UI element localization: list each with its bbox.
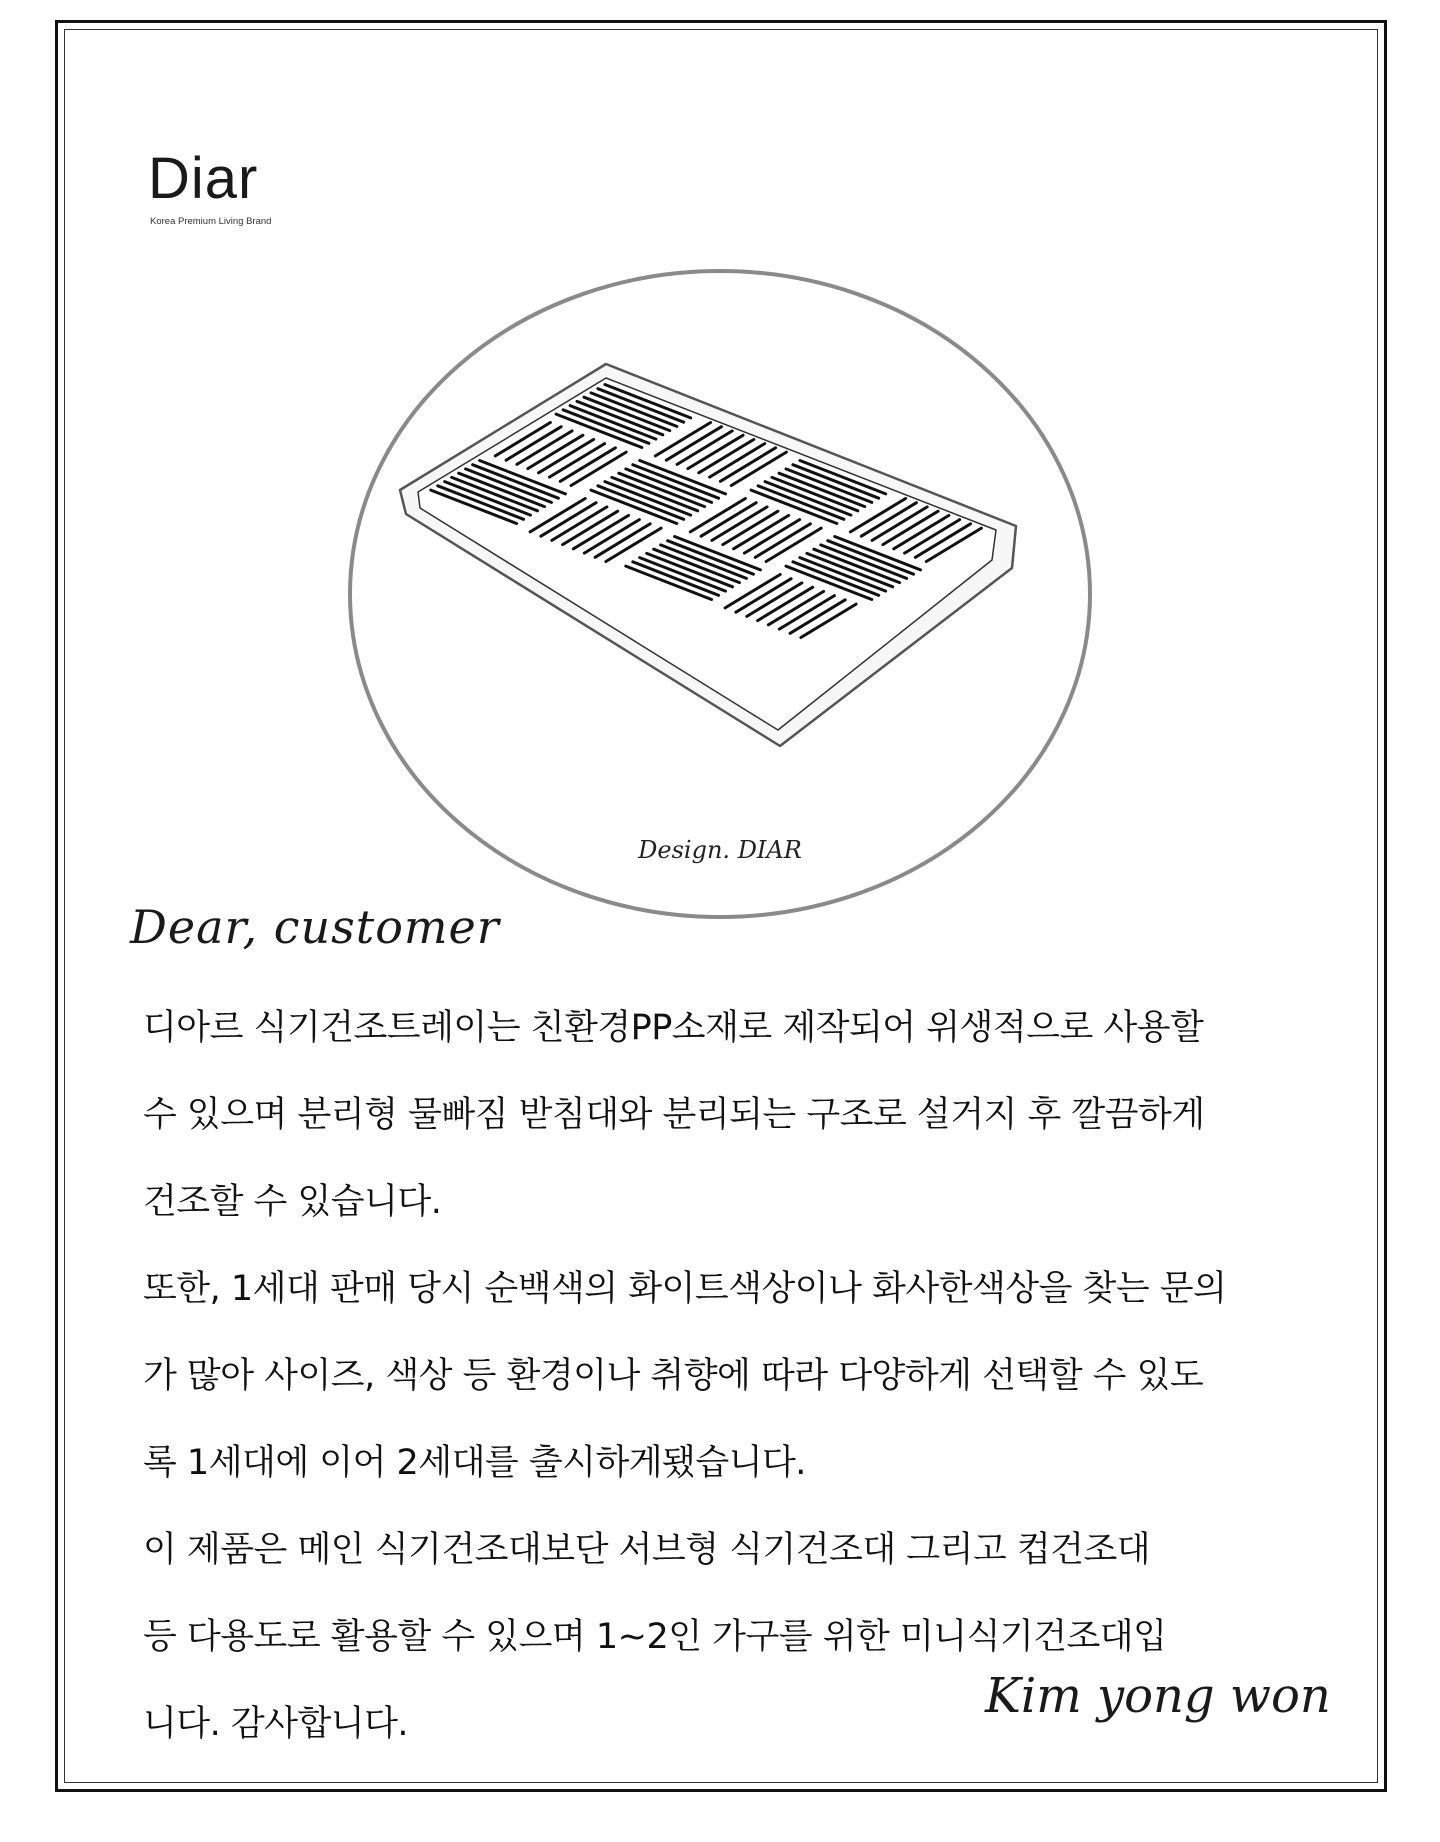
brand-tagline: Korea Premium Living Brand [150,216,272,227]
design-caption: Design. DIAR [638,836,802,864]
product-image-circle [348,268,1092,920]
dish-tray-illustration [348,268,1092,920]
letter-paragraph-1: 디아르 식기건조트레이는 친환경PP소재로 제작되어 위생적으로 사용할 수 있으며 분리형 물빠짐 받침대와 분리되는 구조로 설거지 후 깔끔하게 건조할 수 있습니다. [143,1008,1205,1222]
brand-logo [148,146,308,227]
brand-name: Diar [148,146,259,211]
letter-body [143,985,1303,1768]
letter-greeting: Dear, customer [130,900,500,954]
letter-paragraph-2: 또한, 1세대 판매 당시 순백색의 화이트색상이나 화사한색상을 찾는 문의 가 많아 사이즈, 색상 등 환경이나 취향에 따라 다양하게 선택할 수 있도 록 1세대에 이어 2세대를 출시하게됐습니다. [143,1269,1227,1483]
signature: Kim yong won [985,1668,1331,1724]
letter-paragraph-3: 이 제품은 메인 식기건조대보단 서브형 식기건조대 그리고 컵건조대 등 다용도로 활용할 수 있으며 1~2인 가구를 위한 미니식기건조대입 니다. 감사합니다. [143,1530,1167,1744]
